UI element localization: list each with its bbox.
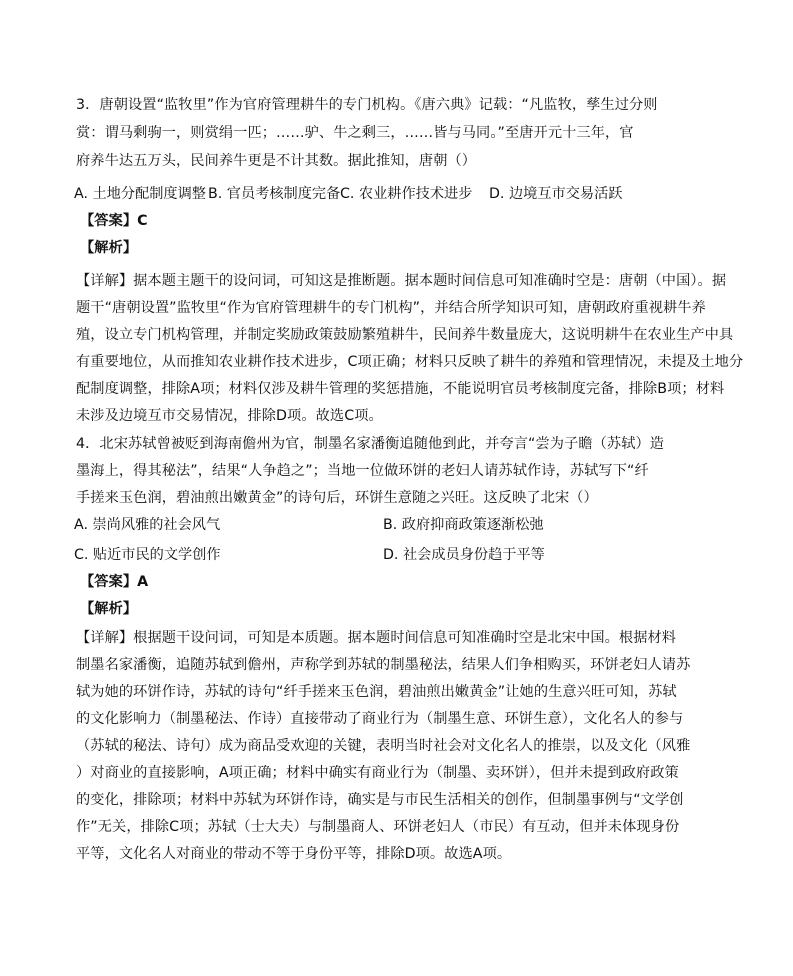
question-4-analysis-label: 【解析】 [80, 601, 138, 617]
question-3-answer: 【答案】C [80, 213, 148, 229]
question-3-explanation-line-2: 题干“唐朝设置”监牧里“作为官府管理耕牛的专门机构”，并结合所学知识可知，唐朝政府重视耕牛养 [76, 300, 706, 316]
question-4-option-d: D. 社会成员身份趋于平等 [383, 547, 545, 563]
question-3-explanation-line-1: 【详解】据本题主题干的设问词，可知这是推断题。据本题时间信息可知准确时空是：唐朝（中国）。据 [76, 273, 727, 289]
question-4-explanation-line-7: 的变化，排除项；材料中苏轼为环饼作诗，确实是与市民生活相关的创作，但制墨事例与“文学创 [76, 792, 684, 808]
question-4-line-3: 手搓来玉色润，碧油煎出嫩黄金”的诗句后，环饼生意随之兴旺。这反映了北宋（） [76, 490, 598, 506]
question-4-option-a: A. 崇尚风雅的社会风气 [74, 517, 221, 533]
question-4-explanation-line-9: 平等，文化名人对商业的带动不等于身份平等，排除D项。故选A项。 [76, 846, 512, 862]
question-3-explanation-line-4: 有重要地位，从而推知农业耕作技术进步，C项正确；材料只反映了耕牛的养殖和管理情况，未提及土地分 [76, 354, 744, 370]
question-4-explanation-line-4: 的文化影响力（制墨秘法、作诗）直接带动了商业行为（制墨生意、环饼生意），文化名人的参与 [76, 711, 684, 727]
question-3-line-1: 3．唐朝设置“监牧里”作为官府管理耕牛的专门机构。《唐六典》记载：“凡监牧，孳生过分则 [76, 97, 658, 113]
question-3-option-d: D. 边境互市交易活跃 [489, 186, 623, 202]
question-3-explanation-line-3: 殖，设立专门机构管理，并制定奖励政策鼓励繁殖耕牛，民间养牛数量庞大，这说明耕牛在农业生产中具 [76, 327, 734, 343]
question-3-option-a: A. 土地分配制度调整 [74, 186, 206, 202]
question-4-line-2: 墨海上，得其秘法”，结果“人争趋之”；当地一位做环饼的老妇人请苏轼作诗，苏轼写下“纤 [76, 463, 649, 479]
question-4-answer: 【答案】A [80, 574, 149, 590]
question-4-explanation-line-3: 轼为她的环饼作诗，苏轼的诗句“纤手搓来玉色润，碧油煎出嫩黄金”让她的生意兴旺可知，苏轼 [76, 684, 677, 700]
question-3-line-2: 赏：谓马剩驹一，则赏绢一匹；……驴、牛之剩三，……皆与马同。”至唐开元十三年，官 [76, 125, 634, 141]
question-3-line-3: 府养牛达五万头，民间养牛更是不计其数。据此推知，唐朝（） [76, 153, 477, 169]
question-4-explanation-line-1: 【详解】根据题干设问词，可知是本质题。据本题时间信息可知准确时空是北宋中国。根据材料 [76, 630, 677, 646]
question-4-explanation-line-6: ）对商业的直接影响，A项正确；材料中确实有商业行为（制墨、卖环饼），但并未提到政府政策 [76, 765, 679, 781]
question-4-explanation-line-5: （苏轼的秘法、诗句）成为商品受欢迎的关键，表明当时社会对文化名人的推崇，以及文化（风雅 [76, 738, 691, 754]
question-4-line-1: 4．北宋苏轼曾被贬到海南儋州为官，制墨名家潘衡追随他到此，并夸言“尝为子瞻（苏轼）造 [76, 436, 665, 452]
question-3-explanation-line-6: 未涉及边境互市交易情况，排除D项。故选C项。 [76, 408, 383, 424]
question-3-option-b: B. 官员考核制度完备 [208, 186, 341, 202]
question-3-explanation-line-5: 配制度调整，排除A项；材料仅涉及耕牛管理的奖惩措施，不能说明官员考核制度完备，排除B项；材料 [76, 381, 725, 397]
question-4-explanation-line-8: 作”无关，排除C项；苏轼（士大夫）与制墨商人、环饼老妇人（市民）有互动，但并未体现身份 [76, 819, 680, 835]
question-3-analysis-label: 【解析】 [80, 240, 138, 256]
question-3-option-c: C. 农业耕作技术进步 [340, 186, 473, 202]
question-4-option-b: B. 政府抑商政策逐渐松弛 [383, 517, 544, 533]
question-4-option-c: C. 贴近市民的文学创作 [74, 547, 221, 563]
question-4-explanation-line-2: 制墨名家潘衡，追随苏轼到儋州，声称学到苏轼的制墨秘法，结果人们争相购买，环饼老妇人请苏 [76, 657, 691, 673]
